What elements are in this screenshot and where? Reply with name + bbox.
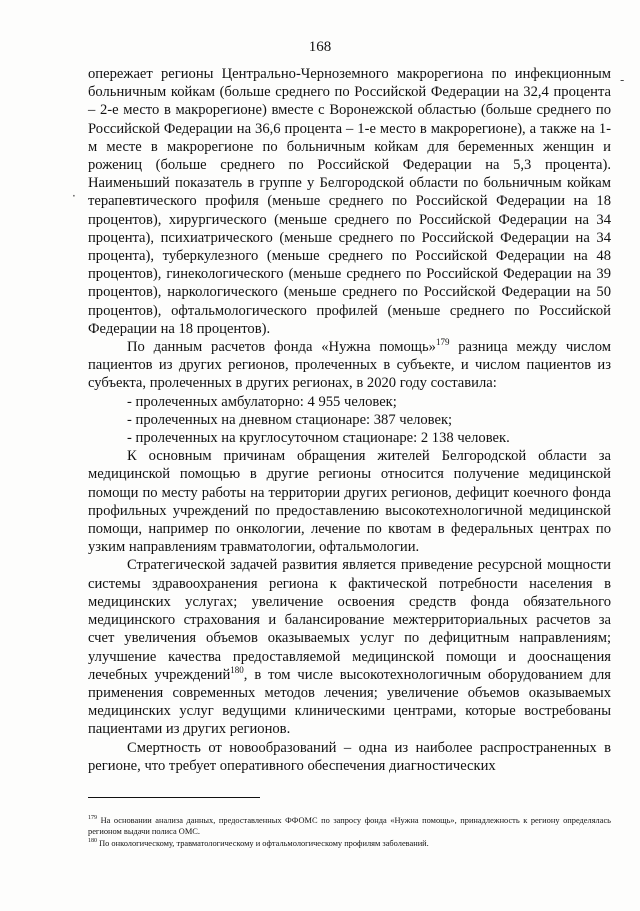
text-run: По данным расчетов фонда «Нужна помощь» [127, 339, 436, 356]
text-run: - пролеченных на круглосуточном стационаре: 2 138 человек. [127, 430, 510, 447]
list-item [88, 429, 611, 447]
footnote-text: По онкологическому, травматологическому и офтальмологическому профилям заболеваний. [97, 839, 429, 848]
text-run: Смертность от новообразований – одна из наиболее распространенных в регионе, что требует оперативного обеспечения диагностических [88, 739, 611, 774]
paragraph [88, 739, 611, 775]
list-item [88, 393, 611, 411]
footnote-reference[interactable]: 179 [435, 337, 450, 348]
text-run: К основным причинам обращения жителей Белгородской области за медицинской помощью в другие регионы относится получение медицинской помощи по месту работы на территории других регионов, дефицит коечного фонда профильных учреждений по предоставлению высокотехнологичной медицинской помощи, например по онкологии, лечение по квотам в федеральных центрах по узким направлениям травматологии, офтальмологии. [88, 448, 611, 556]
footnote [88, 815, 611, 837]
footnote-text: На основании анализа данных, предоставленных ФФОМС по запросу фонда «Нужна помощь», принадлежность к региону определялась регионом выдачи полиса ОМС. [88, 816, 611, 836]
margin-mark-dot: · [72, 189, 76, 203]
footnote-reference[interactable]: 180 [230, 664, 244, 675]
footnote [88, 838, 611, 849]
paragraph [88, 65, 611, 338]
text-run: разница между числом пациентов из других регионов, пролеченных в субъекте, и числом пациентов из субъекта, пролеченных в других регионах, в 2020 году составила: [88, 339, 611, 392]
footnote-separator [88, 797, 260, 798]
text-run: , в том числе высокотехнологичным оборудованием для применения современных методов лечения; увеличение объемов оказываемых медицинских услуг ведущими клиническими центрами, которые востребованы пациентами из других регионов. [88, 666, 611, 738]
text-run: - пролеченных амбулаторно: 4 955 человек; [127, 393, 397, 410]
text-run: опережает регионы Центрально-Черноземного макрорегиона по инфекционным больничным койкам (больше среднего по Российской Федерации на 32,4 процента – 2-е место в макрорегионе) вместе с Воронежской областью (больше среднего по Российской Федерации на 36,6 процента – 1-е место в макрорегионе), а также на 1-м месте в макрорегионе по больничным койкам для беременных женщин и рожениц (больше среднего по Российской Федерации на 5,3 процента). Наименьший показатель в группе у Белгородской области по больничным койкам терапевтического профиля (меньше среднего по Российской Федерации на 18 процентов), хирургического (меньше среднего по Российской Федерации на 34 процента), психиатрического (меньше среднего по Российской Федерации на 34 процента), туберкулезного (меньше среднего по Российской Федерации на 48 процентов), гинекологического (меньше среднего по Российской Федерации на 39 процентов), наркологического (меньше среднего по Российской Федерации на 50 процентов), офтальмологического профилей (меньше среднего по Российской Федерации на 18 процентов). [88, 66, 611, 337]
footnote-number: 180 [88, 838, 97, 845]
page-number: 168 [308, 39, 332, 55]
body-text [88, 65, 611, 775]
margin-mark-dash: - [620, 73, 625, 87]
paragraph [88, 338, 611, 393]
text-run: - пролеченных на дневном стационаре: 387 человек; [127, 411, 453, 428]
footnote-number: 179 [88, 815, 97, 822]
paragraph [88, 447, 611, 556]
footnotes [88, 815, 611, 850]
text-run: Стратегической задачей развития является приведение ресурсной мощности системы здравоохранения региона к фактической потребности населения в медицинских услугах; увеличение освоения средств фонда обязательного медицинского страхования и балансирование межтерриториальных расчетов за счет увеличения объемов оказываемых услуг по дефицитным направлениям; улучшение качества предоставляемой медицинской помощи и дооснащения лечебных учреждений [88, 557, 611, 683]
list-item [88, 411, 611, 429]
paragraph [88, 556, 611, 738]
